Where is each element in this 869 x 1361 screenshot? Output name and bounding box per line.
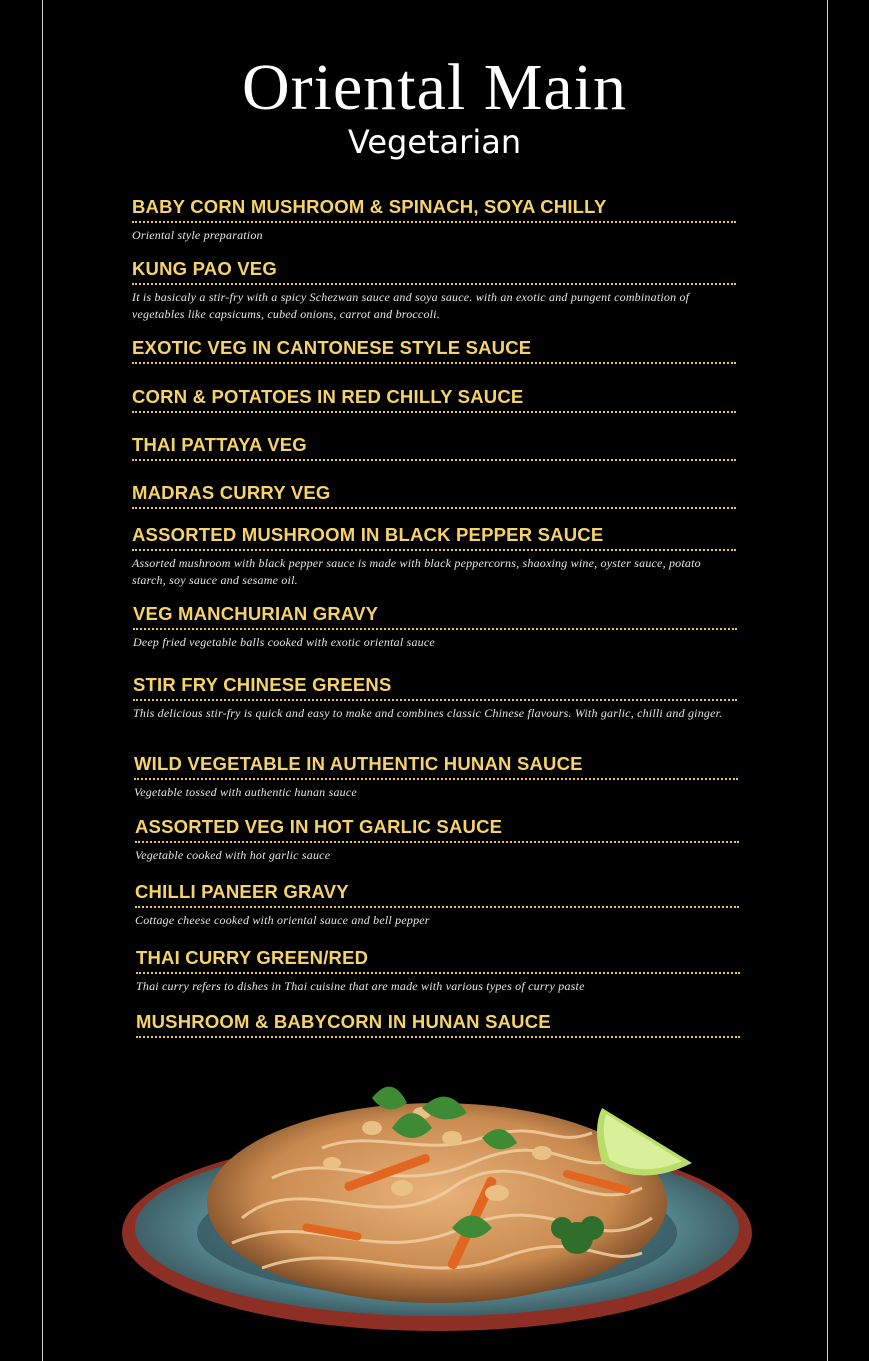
dotted-divider xyxy=(132,459,736,461)
menu-item-name: VEG MANCHURIAN GRAVY xyxy=(133,603,379,624)
dotted-divider xyxy=(132,507,736,509)
dotted-divider xyxy=(135,841,739,843)
menu-item xyxy=(136,947,740,995)
menu-item xyxy=(132,386,736,413)
dotted-divider xyxy=(132,549,736,551)
menu-item-description: Assorted mushroom with black pepper sauce is made with black peppercorns, shaoxing wine, oyster sauce, potato starch, soy sauce and sesame oil. xyxy=(132,556,701,587)
menu-item-description: Vegetable tossed with authentic hunan sauce xyxy=(134,785,357,799)
menu-item xyxy=(132,524,736,589)
menu-item-name: BABY CORN MUSHROOM & SPINACH, SOYA CHILLY xyxy=(132,196,607,217)
menu-item-name: ASSORTED MUSHROOM IN BLACK PEPPER SAUCE xyxy=(132,524,604,545)
dotted-divider xyxy=(133,628,737,630)
menu-item-name: THAI CURRY GREEN/RED xyxy=(136,947,369,968)
noodle-dish-icon xyxy=(122,1068,752,1338)
dotted-divider xyxy=(132,362,736,364)
menu-item-description: Vegetable cooked with hot garlic sauce xyxy=(135,848,331,862)
menu-item xyxy=(132,434,736,461)
menu-item-description: Deep fried vegetable balls cooked with exotic oriental sauce xyxy=(133,635,435,649)
menu-item-description: It is basicaly a stir-fry with a spicy Schezwan sauce and soya sauce. with an exotic and pungent combination of vegetables like capsicums, cubed onions, carrot and broccoli. xyxy=(132,290,690,321)
dotted-divider xyxy=(136,972,740,974)
menu-item xyxy=(135,881,739,929)
dotted-divider xyxy=(134,778,738,780)
menu-item-name: STIR FRY CHINESE GREENS xyxy=(133,674,392,695)
menu-item-name: EXOTIC VEG IN CANTONESE STYLE SAUCE xyxy=(132,337,532,358)
menu-item-name: THAI PATTAYA VEG xyxy=(132,434,307,455)
menu-item-name: CHILLI PANEER GRAVY xyxy=(135,881,349,902)
menu-item-name: KUNG PAO VEG xyxy=(132,258,277,279)
dotted-divider xyxy=(133,699,737,701)
menu-item-description: Oriental style preparation xyxy=(132,228,263,242)
menu-item xyxy=(133,674,737,722)
menu-item-name: ASSORTED VEG IN HOT GARLIC SAUCE xyxy=(135,816,503,837)
menu-item xyxy=(132,337,736,364)
menu-item xyxy=(135,816,739,864)
dotted-divider xyxy=(132,221,736,223)
menu-item xyxy=(136,1011,740,1038)
menu-item xyxy=(132,196,736,244)
dotted-divider xyxy=(136,1036,740,1038)
menu-item-description: This delicious stir-fry is quick and easy to make and combines classic Chinese flavours. With garlic, chilli and ginger. xyxy=(133,706,723,720)
dotted-divider xyxy=(132,411,736,413)
menu-item-name: CORN & POTATOES IN RED CHILLY SAUCE xyxy=(132,386,524,407)
page-subtitle: Vegetarian xyxy=(347,123,522,161)
menu-item-description: Thai curry refers to dishes in Thai cuisine that are made with various types of curry paste xyxy=(136,979,585,993)
menu-item xyxy=(132,258,736,323)
menu-item-name: MUSHROOM & BABYCORN IN HUNAN SAUCE xyxy=(136,1011,551,1032)
menu-item xyxy=(132,482,736,509)
menu-item-description: Cottage cheese cooked with oriental sauce and bell pepper xyxy=(135,913,430,927)
menu-item xyxy=(133,603,737,651)
dotted-divider xyxy=(135,906,739,908)
page-title: Oriental Main xyxy=(241,51,628,124)
menu-item-name: WILD VEGETABLE IN AUTHENTIC HUNAN SAUCE xyxy=(134,753,583,774)
menu-item xyxy=(134,753,738,801)
dotted-divider xyxy=(132,283,736,285)
menu-item-name: MADRAS CURRY VEG xyxy=(132,482,331,503)
